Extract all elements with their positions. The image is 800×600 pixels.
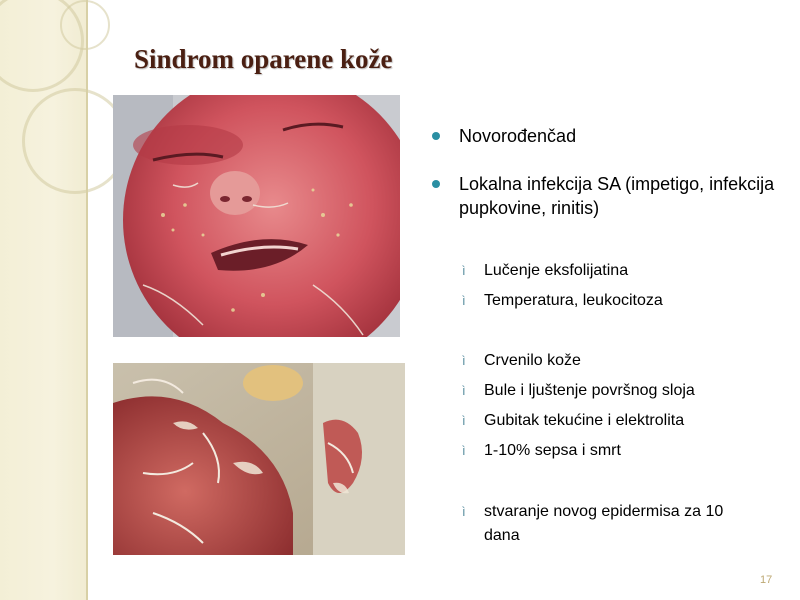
sub-bullet-item xyxy=(462,409,684,433)
sub-bullet-marker-icon: ì xyxy=(462,293,466,308)
decorative-side-band xyxy=(0,0,88,600)
slide-title: Sindrom oparene kože xyxy=(134,44,393,74)
sub-bullet-marker-icon: ì xyxy=(462,413,466,428)
bullet-dot-icon xyxy=(432,132,440,140)
sub-bullet-item xyxy=(462,259,628,283)
sub-bullet-text: Temperatura, leukocitoza xyxy=(484,292,663,309)
bullet-text: Lokalna infekcija SA (impetigo, infekcija pupkovine, rinitis) xyxy=(459,174,775,218)
sub-bullet-item xyxy=(462,500,762,548)
sub-bullet-text: Lučenje eksfolijatina xyxy=(484,262,629,279)
decorative-circle xyxy=(60,0,110,50)
sub-bullet-text: 1-10% sepsa i smrt xyxy=(484,442,621,459)
bullet-item xyxy=(432,124,576,148)
sub-bullet-marker-icon: ì xyxy=(462,263,466,278)
infant-face-photo xyxy=(113,95,400,337)
sub-bullet-text: stvaranje novog epidermisa za 10 dana xyxy=(484,503,724,544)
sub-bullet-text: Bule i ljuštenje površnog sloja xyxy=(484,382,695,399)
sub-bullet-item xyxy=(462,349,581,373)
sub-bullet-item xyxy=(462,289,663,313)
sub-bullet-marker-icon: ì xyxy=(462,383,466,398)
bullet-dot-icon xyxy=(432,180,440,188)
bullet-text: Novorođenčad xyxy=(459,126,577,146)
sub-bullet-item xyxy=(462,439,621,463)
side-divider-line xyxy=(86,0,88,600)
sub-bullet-marker-icon: ì xyxy=(462,443,466,458)
sub-bullet-text: Gubitak tekućine i elektrolita xyxy=(484,412,685,429)
infant-body-photo xyxy=(113,363,405,555)
sub-bullet-item xyxy=(462,379,695,403)
page-number: 17 xyxy=(760,574,773,586)
bullet-item xyxy=(432,172,787,220)
sub-bullet-text: Crvenilo kože xyxy=(484,352,581,369)
sub-bullet-marker-icon: ì xyxy=(462,504,466,519)
sub-bullet-marker-icon: ì xyxy=(462,353,466,368)
